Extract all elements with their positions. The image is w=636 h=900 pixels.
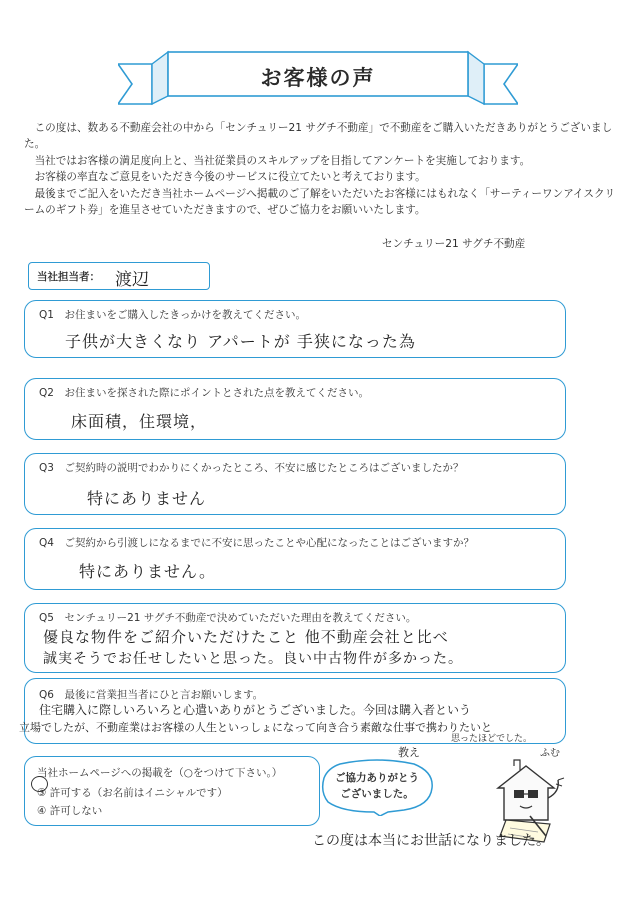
question-text-q6: Q6 最後に営業担当者にひと言お願いします。	[39, 689, 264, 701]
intro-paragraph-1: この度は、数ある不動産会社の中から「センチュリー21 サグチ不動産」で不動産をご購入いただきありがとうございました。	[24, 122, 613, 151]
page-title: お客様の声	[260, 66, 376, 90]
website-permission-box	[24, 756, 320, 826]
answer-q1: 子供が大きくなり アパートが 手狭になった為	[65, 332, 416, 351]
thanks-bubble	[318, 758, 436, 816]
staff-field	[28, 262, 210, 290]
answer-q2: 床面積，住環境，	[71, 412, 208, 431]
option-allow: ③ 許可する（お名前はイニシャルです）	[37, 787, 228, 799]
handwritten-note-side: ふむ	[540, 748, 560, 759]
question-box-q3	[24, 453, 566, 515]
answer-q6-line1: 住宅購入に際しいろいろと心遣いありがとうございました。今回は購入者という	[39, 703, 472, 717]
option-deny: ④ 許可しない	[37, 805, 103, 817]
handwritten-closing-message: この度は本当にお世話になりました。	[312, 833, 550, 849]
question-text-q1: Q1 お住まいをご購入したきっかけを教えてください。	[39, 309, 306, 321]
question-box-q5	[24, 603, 566, 673]
question-box-q2	[24, 378, 566, 440]
question-box-q6	[19, 678, 566, 744]
intro-paragraph-2: 当社ではお客様の満足度向上と、当社従業員のスキルアップを目指してアンケートを実施しております。	[34, 154, 531, 167]
question-box-q4	[24, 528, 566, 590]
website-permission-title: 当社ホームページへの掲載を（○をつけて下さい。）	[37, 767, 283, 779]
answer-q6-line2: 立場でしたが、不動産業はお客様の人生といっしょになって向き合う素敵な仕事で携わりたいと	[19, 721, 492, 734]
intro-paragraph-4: 最後までご記入をいただき当社ホームページへ掲載のご了解をいただいたお客様にはもれなく「サーティーワンアイスクリームのギフト券」を進呈させていただきますので、ぜひご協力をお願いいたします。	[24, 187, 616, 217]
handwritten-note-above-bubble: 教え	[398, 746, 420, 759]
question-text-q2: Q2 お住まいを探された際にポイントとされた点を教えてください。	[39, 387, 369, 399]
question-text-q3: Q3 ご契約時の説明でわかりにくかったところ、不安に感じたところはございましたか？	[39, 462, 464, 474]
question-text-q5: Q5 センチュリー21 サグチ不動産で決めていただいた理由を教えてください。	[39, 612, 417, 624]
answer-q6-line3: 思ったほどでした。	[451, 734, 533, 744]
question-box-q1	[24, 300, 566, 358]
intro-text	[24, 120, 616, 218]
answer-q5-line1: 優良な物件をご紹介いただけたこと 他不動産会社と比べ	[43, 628, 449, 646]
thanks-line-2: ございました。	[340, 788, 414, 800]
answer-q5-line2: 誠実そうでお任せしたいと思った。良い中古物件が多かった。	[43, 651, 463, 667]
title-banner	[118, 42, 518, 112]
company-name: センチュリー21 サグチ不動産	[382, 238, 526, 250]
staff-name-handwritten: 渡辺	[115, 270, 149, 290]
intro-paragraph-3: お客様の率直なご意見をいただき今後のサービスに役立てたいと考えております。	[34, 171, 426, 184]
answer-q3: 特にありません	[87, 489, 207, 508]
question-text-q4: Q4 ご契約から引渡しになるまでに不安に思ったことや心配になったことはございますか？	[39, 537, 474, 549]
answer-q4: 特にありません。	[79, 562, 216, 581]
thanks-line-1: ご協力ありがとう	[335, 772, 419, 784]
staff-label: 当社担当者：	[37, 271, 100, 283]
thanks-message	[318, 770, 436, 802]
